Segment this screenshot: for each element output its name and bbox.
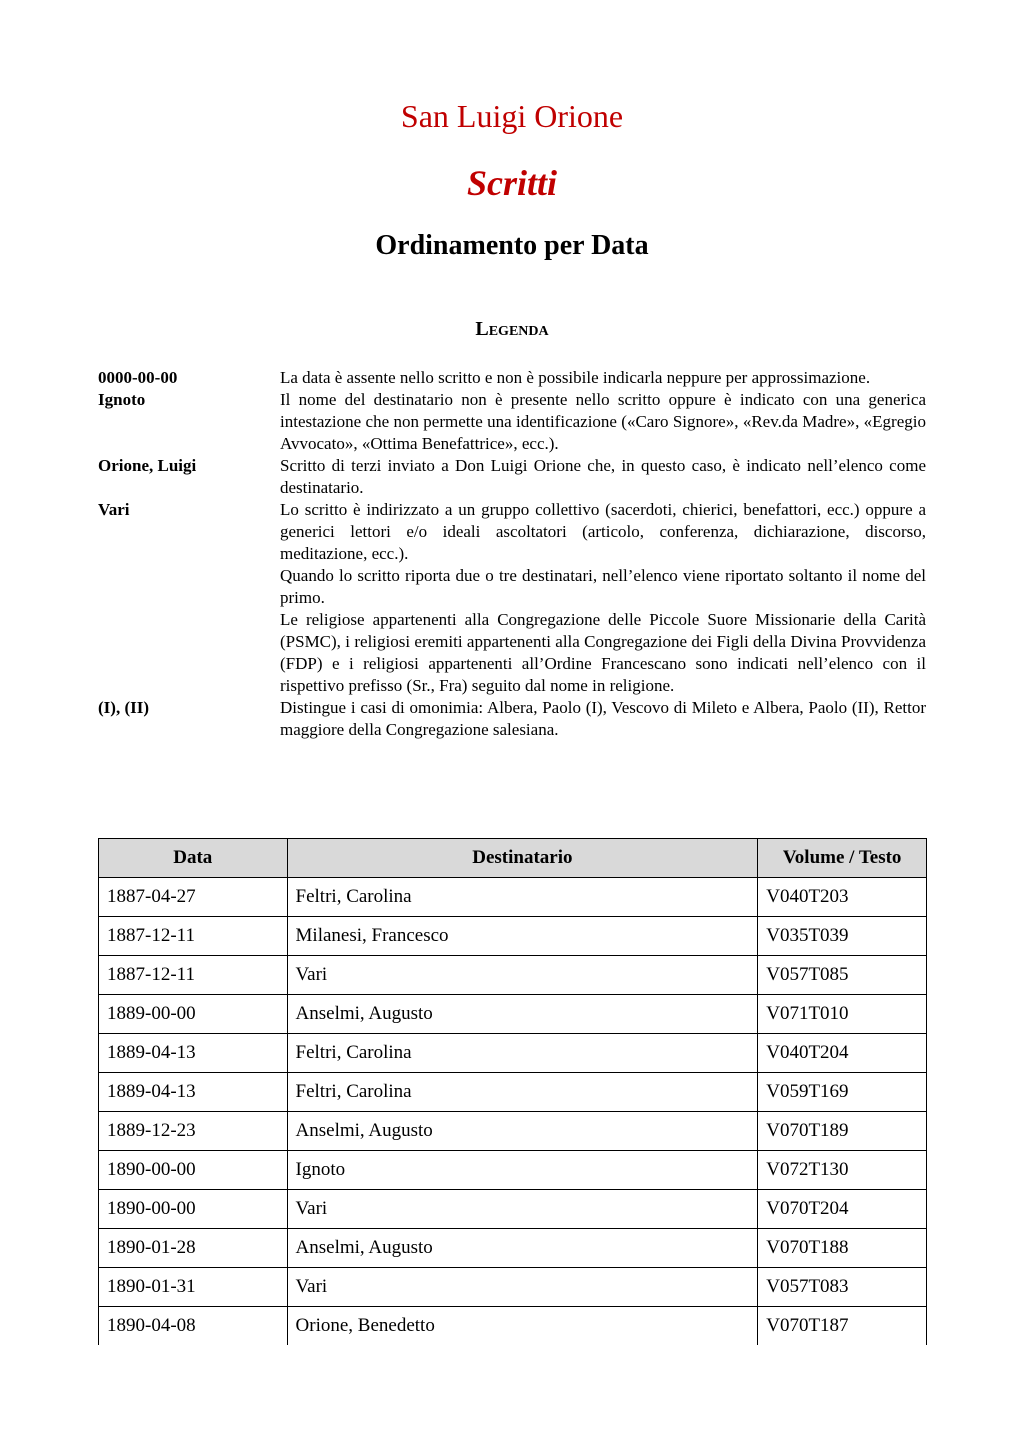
cell-date: 1890-01-31 xyxy=(99,1268,288,1307)
cell-volume: V040T203 xyxy=(758,878,927,917)
cell-recipient: Vari xyxy=(287,956,758,995)
cell-date: 1889-12-23 xyxy=(99,1112,288,1151)
legend-entry xyxy=(98,697,926,741)
legend-heading: Legenda xyxy=(475,318,549,340)
cell-recipient: Feltri, Carolina xyxy=(287,1073,758,1112)
table-header-row xyxy=(99,839,927,878)
cell-volume: V070T187 xyxy=(758,1307,927,1346)
cell-recipient: Feltri, Carolina xyxy=(287,1034,758,1073)
table-row xyxy=(99,995,927,1034)
legend-entry xyxy=(98,455,926,499)
cell-date: 1887-04-27 xyxy=(99,878,288,917)
legend-description xyxy=(280,367,926,389)
cell-date: 1889-04-13 xyxy=(99,1073,288,1112)
cell-volume: V070T188 xyxy=(758,1229,927,1268)
cell-date: 1890-00-00 xyxy=(99,1190,288,1229)
legend-paragraph: La data è assente nello scritto e non è possibile indicarla neppure per approssimazione. xyxy=(280,368,871,387)
legend-entry xyxy=(98,389,926,455)
legend-entry xyxy=(98,367,926,389)
table-row xyxy=(99,1229,927,1268)
table-row xyxy=(99,1268,927,1307)
legend-paragraph: Le religiose appartenenti alla Congregazione delle Piccole Suore Missionarie della Carità (PSMC), i religiosi eremiti appartenenti alla Congregazione dei Figli della Divina Provvidenza (FDP) e i religiosi appartenenti all’Ordine Francescano sono indicati nell’elenco con il rispettivo prefisso (Sr., Fra) seguito dal nome in religione. xyxy=(280,610,926,695)
cell-volume: V070T204 xyxy=(758,1190,927,1229)
table-row xyxy=(99,956,927,995)
table-row xyxy=(99,1307,927,1346)
cell-volume: V059T169 xyxy=(758,1073,927,1112)
column-header-date: Data xyxy=(99,839,288,878)
column-header-recipient: Destinatario xyxy=(287,839,758,878)
author-title: San Luigi Orione xyxy=(400,98,624,134)
cell-recipient: Vari xyxy=(287,1190,758,1229)
cell-date: 1890-04-08 xyxy=(99,1307,288,1346)
cell-date: 1887-12-11 xyxy=(99,917,288,956)
legend-term: (I), (II) xyxy=(98,698,149,717)
cell-recipient: Ignoto xyxy=(287,1151,758,1190)
cell-date: 1887-12-11 xyxy=(99,956,288,995)
legend-term: Orione, Luigi xyxy=(98,456,197,475)
legend-description xyxy=(280,499,926,697)
legend-paragraph: Scritto di terzi inviato a Don Luigi Orione che, in questo caso, è indicato nell’elenco come destinatario. xyxy=(280,456,926,497)
legend-description xyxy=(280,697,926,741)
legend-term: Vari xyxy=(98,500,130,519)
table-row xyxy=(99,1034,927,1073)
legend-description xyxy=(280,455,926,499)
table-row xyxy=(99,1112,927,1151)
table-row xyxy=(99,1190,927,1229)
cell-volume: V040T204 xyxy=(758,1034,927,1073)
cell-volume: V035T039 xyxy=(758,917,927,956)
legend-term: 0000-00-00 xyxy=(98,368,178,387)
cell-date: 1890-00-00 xyxy=(99,1151,288,1190)
legend-description xyxy=(280,389,926,455)
records-table xyxy=(98,838,927,1345)
legend-paragraph: Il nome del destinatario non è presente nello scritto oppure è indicato con una generica intestazione che non permette una identificazione («Caro Signore», «Rev.da Madre», «Egregio Avvocato», «Ottima Benefattrice», ecc.). xyxy=(280,390,926,453)
cell-date: 1890-01-28 xyxy=(99,1229,288,1268)
cell-recipient: Anselmi, Augusto xyxy=(287,1229,758,1268)
cell-volume: V071T010 xyxy=(758,995,927,1034)
subtitle: Ordinamento per Data xyxy=(375,230,649,261)
cell-recipient: Anselmi, Augusto xyxy=(287,1112,758,1151)
table-row xyxy=(99,1151,927,1190)
cell-volume: V057T085 xyxy=(758,956,927,995)
table-row xyxy=(99,878,927,917)
table-row xyxy=(99,1073,927,1112)
table-row xyxy=(99,917,927,956)
legend-entry xyxy=(98,499,926,697)
cell-recipient: Orione, Benedetto xyxy=(287,1307,758,1346)
legend-list xyxy=(98,367,926,741)
cell-volume: V057T083 xyxy=(758,1268,927,1307)
cell-recipient: Anselmi, Augusto xyxy=(287,995,758,1034)
column-header-volume: Volume / Testo xyxy=(758,839,927,878)
legend-paragraph: Quando lo scritto riporta due o tre destinatari, nell’elenco viene riportato soltanto il nome del primo. xyxy=(280,566,926,607)
cell-date: 1889-04-13 xyxy=(99,1034,288,1073)
cell-volume: V070T189 xyxy=(758,1112,927,1151)
cell-recipient: Milanesi, Francesco xyxy=(287,917,758,956)
legend-term: Ignoto xyxy=(98,390,146,409)
main-title: Scritti xyxy=(466,163,558,203)
cell-date: 1889-00-00 xyxy=(99,995,288,1034)
legend-paragraph: Distingue i casi di omonimia: Albera, Paolo (I), Vescovo di Mileto e Albera, Paolo (II), Rettor maggiore della Congregazione salesiana. xyxy=(280,698,926,739)
legend-paragraph: Lo scritto è indirizzato a un gruppo collettivo (sacerdoti, chierici, benefattori, ecc.) oppure a generici lettori e/o ideali ascoltatori (articolo, conferenza, dichiarazione, discorso, meditazione, ecc.). xyxy=(280,500,926,563)
cell-recipient: Vari xyxy=(287,1268,758,1307)
cell-recipient: Feltri, Carolina xyxy=(287,878,758,917)
cell-volume: V072T130 xyxy=(758,1151,927,1190)
